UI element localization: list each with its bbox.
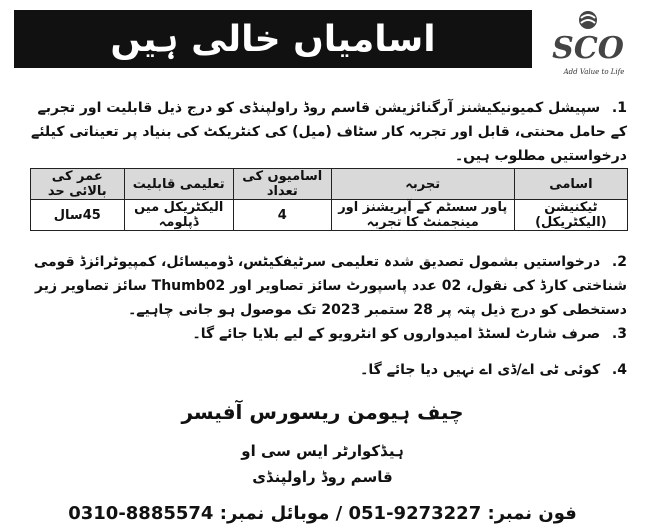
table-cell: الیکٹریکل میں ڈپلومہ (124, 200, 233, 231)
table-row (31, 200, 628, 231)
contact-line: فون نمبر: 051-9273227 / موبائل نمبر: 0310-8885574 (68, 503, 577, 524)
table-header-row (31, 169, 628, 200)
mobile-number[interactable]: 0310-8885574 (68, 503, 214, 524)
column-header: تعلیمی قابلیت (124, 169, 233, 200)
mobile-label: موبائل نمبر: (219, 503, 330, 524)
vacancy-table (30, 168, 628, 231)
item-text: کوئی ٹی اے/ڈی اے نہیں دیا جائے گا۔ (360, 362, 601, 378)
sco-logo (542, 4, 634, 78)
item-text: سپیشل کمیونیکیشنز آرگنائزیشن قاسم روڈ راولپنڈی کو درج ذیل قابلیت اور تجربے کے حامل محنتی، قابل اور تجربہ کار سٹاف (میل) کی کنٹریکٹ کی بنیاد پر تعیناتی کیلئے درخواستیں مطلوب ہیں۔ (31, 100, 627, 164)
item-number: 3. (611, 326, 627, 342)
column-header: اسامیوں کی تعداد (233, 169, 331, 200)
column-header: عمر کی بالائی حد (31, 169, 125, 200)
address-line-2: قاسم روڈ راولپنڈی (252, 468, 393, 486)
phone-number[interactable]: 051-9273227 (348, 503, 482, 524)
table-cell: پاور سسٹم کے آپریشنز اور مینجمنٹ کا تجربہ (331, 200, 514, 231)
table-cell: ٹیکنیشن (الیکٹریکل) (514, 200, 627, 231)
item-number: 4. (611, 362, 627, 378)
table-cell: 4 (233, 200, 331, 231)
phone-label: فون نمبر: (487, 503, 577, 524)
column-header: اسامی (514, 169, 627, 200)
logo-tagline: Add Value to Life (563, 68, 625, 76)
table-cell: 45سال (31, 200, 125, 231)
signatory-title: چیف ہیومن ریسورس آفیسر (181, 400, 464, 424)
item-number: 2. (611, 254, 627, 270)
item-number: 1. (611, 100, 627, 116)
page-title: اسامیاں خالی ہیں (14, 10, 532, 68)
item-1 (17, 96, 627, 168)
address-line-1: ہیڈکوارٹر ایس سی او (241, 442, 404, 460)
item-4 (17, 358, 627, 382)
item-text: صرف شارٹ لسٹڈ امیدواروں کو انٹرویو کے لیے بلایا جائے گا۔ (192, 326, 601, 342)
column-header: تجربہ (331, 169, 514, 200)
item-3 (17, 322, 627, 346)
item-text: درخواستیں بشمول تصدیق شدہ تعلیمی سرٹیفکیٹس، ڈومیسائل، کمپیوٹرائزڈ قومی شناختی کارڈ کی نقول، 02 عدد پاسپورٹ سائز تصاویر اور Thumb02 سائز تصاویر زیر دستخطی کو درج ذیل پتہ پر 28 ستمبر 2023 تک موصول ہو جانی چاہیے۔ (33, 254, 627, 318)
item-2 (17, 250, 627, 322)
svg-text:SCO: SCO (552, 31, 624, 66)
